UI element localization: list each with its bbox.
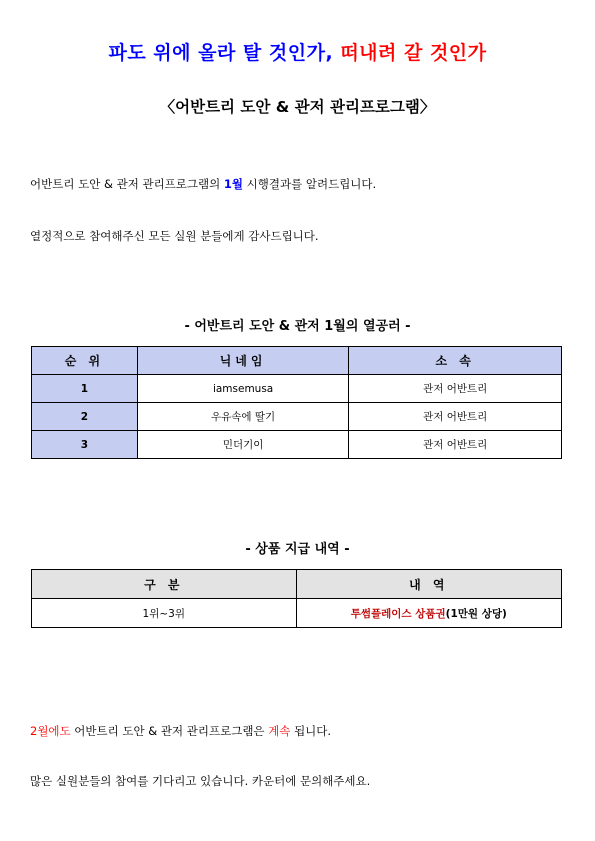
intro-month: 1월 bbox=[223, 177, 244, 191]
header-team: 소 속 bbox=[349, 347, 562, 375]
team-cell: 관저 어반트리 bbox=[349, 403, 562, 431]
rank-table-header bbox=[32, 347, 562, 375]
table-row bbox=[32, 431, 562, 459]
headline bbox=[0, 38, 595, 65]
intro-line2: 열정적으로 참여해주신 모든 실원 분들에게 감사드립니다. bbox=[30, 229, 319, 243]
table-row bbox=[32, 403, 562, 431]
rank-cell: 3 bbox=[32, 431, 138, 459]
header-rank: 순 위 bbox=[32, 347, 138, 375]
headline-part2: 떠내려 갈 것인가 bbox=[340, 42, 487, 64]
rank-section-title: - 어반트리 도안 & 관저 1월의 열공러 - bbox=[184, 319, 411, 334]
rank-table bbox=[31, 346, 562, 459]
team-cell: 관저 어반트리 bbox=[349, 431, 562, 459]
rank-cell: 1 bbox=[32, 375, 138, 403]
closing-line1 bbox=[30, 723, 331, 739]
closing-post: 됩니다. bbox=[290, 724, 332, 738]
header-category: 구 분 bbox=[32, 570, 297, 599]
nickname-cell: 우유속에 딸기 bbox=[137, 403, 349, 431]
prize-section-title: - 상품 지급 내역 - bbox=[245, 542, 350, 557]
prize-range-cell: 1위~3위 bbox=[32, 599, 297, 628]
nickname-cell: 민더기이 bbox=[137, 431, 349, 459]
prize-table-header bbox=[32, 570, 562, 599]
closing-line2: 많은 실원분들의 참여를 기다리고 있습니다. 카운터에 문의해주세요. bbox=[30, 774, 371, 788]
prize-detail-cell bbox=[296, 599, 562, 628]
header-details: 내 역 bbox=[296, 570, 562, 599]
prize-name: 투썸플레이스 상품권 bbox=[350, 607, 446, 620]
intro-line1-pre: 어반트리 도안 & 관저 관리프로그램의 bbox=[30, 177, 224, 191]
closing-feb: 2월에도 bbox=[30, 724, 71, 738]
table-row bbox=[32, 599, 562, 628]
prize-value: (1만원 상당) bbox=[445, 607, 507, 620]
headline-part1: 파도 위에 올라 탈 것인가, bbox=[108, 42, 334, 64]
team-cell: 관저 어반트리 bbox=[349, 375, 562, 403]
table-row bbox=[32, 375, 562, 403]
header-nickname: 닉네임 bbox=[137, 347, 349, 375]
subtitle: 〈어반트리 도안 & 관저 관리프로그램〉 bbox=[159, 98, 436, 116]
nickname-cell: iamsemusa bbox=[137, 375, 349, 403]
closing-continue: 계속 bbox=[268, 724, 291, 738]
rank-cell: 2 bbox=[32, 403, 138, 431]
closing-mid: 어반트리 도안 & 관저 관리프로그램은 bbox=[70, 724, 269, 738]
prize-table bbox=[31, 569, 562, 628]
intro-line1 bbox=[30, 176, 376, 192]
intro-line1-post: 시행결과를 알려드립니다. bbox=[243, 177, 377, 191]
